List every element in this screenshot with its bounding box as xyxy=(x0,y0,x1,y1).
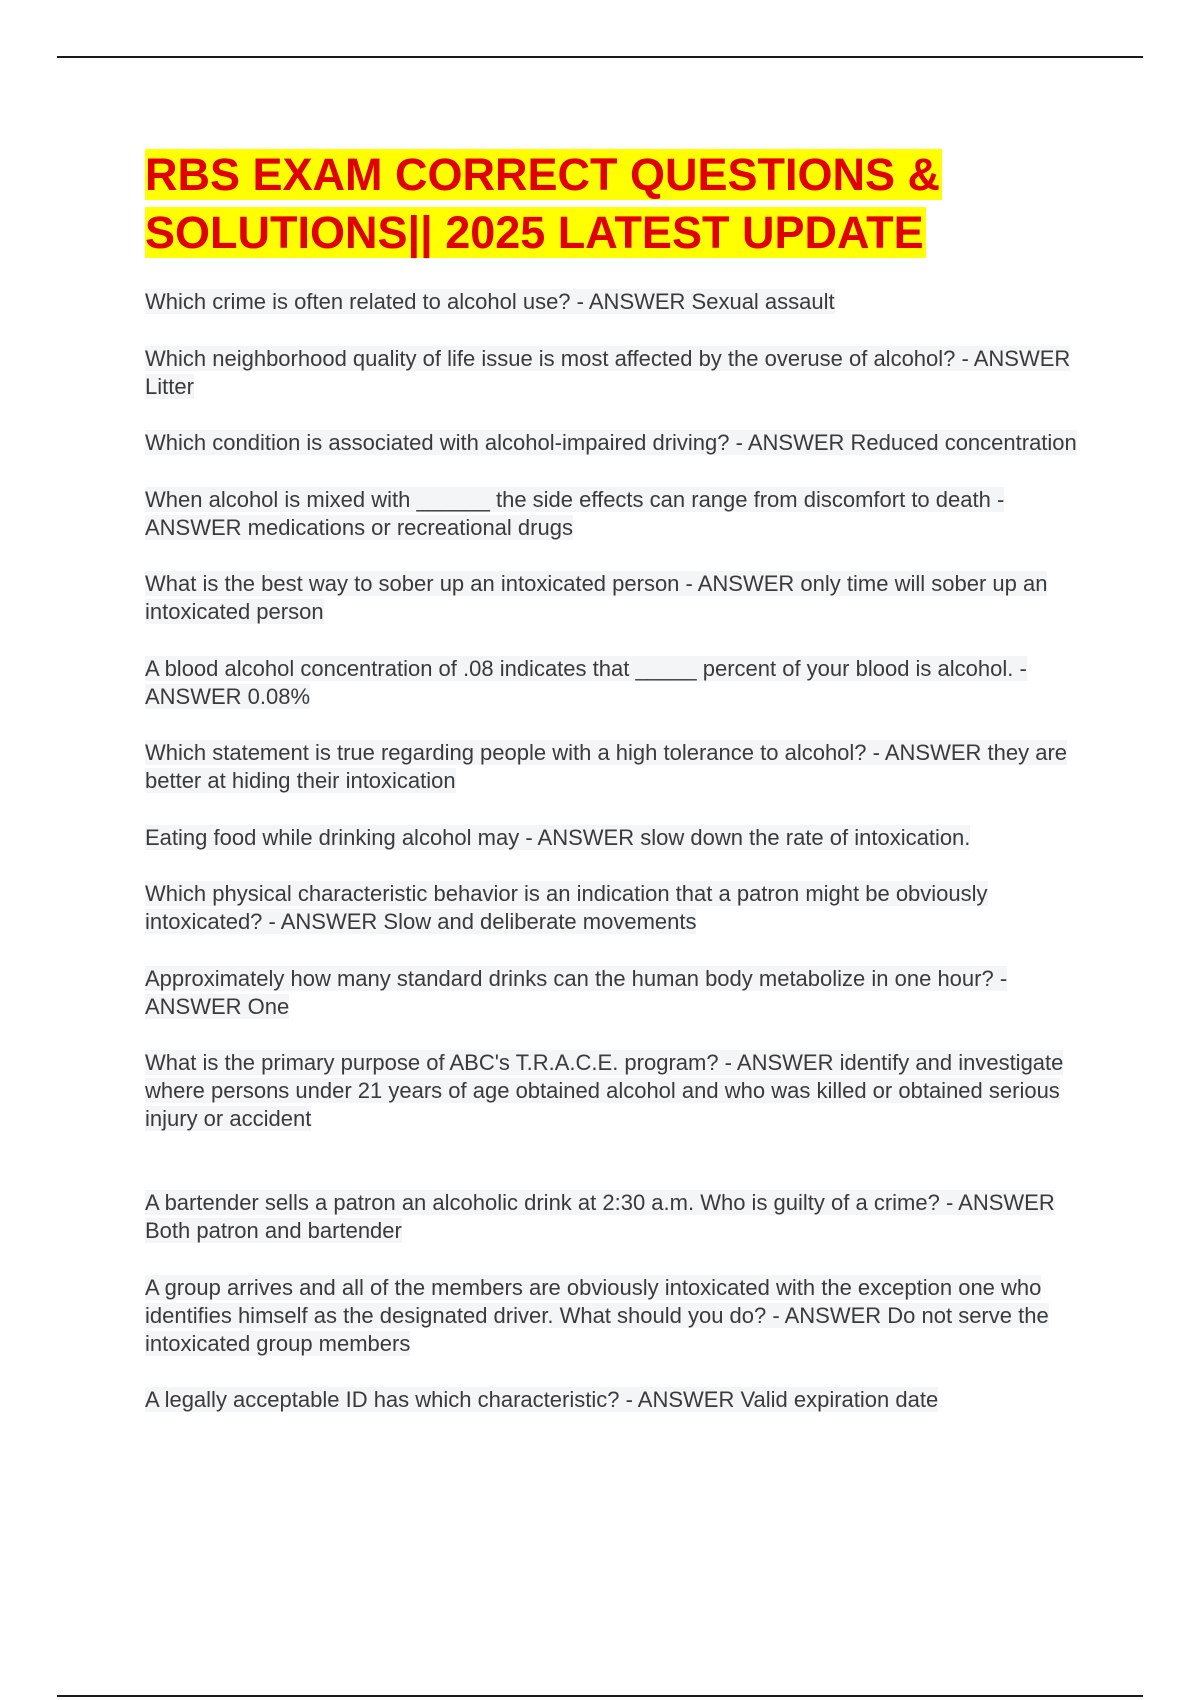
qa-text: Which crime is often related to alcohol use? - ANSWER Sexual assault xyxy=(145,289,835,314)
qa-item xyxy=(145,1049,1095,1133)
footer-rule xyxy=(57,1695,1143,1697)
qa-item xyxy=(145,486,1095,542)
title-line-1: RBS EXAM CORRECT QUESTIONS & xyxy=(145,149,941,200)
qa-text: What is the best way to sober up an intoxicated person - ANSWER only time will sober up an intoxicated person xyxy=(145,571,1048,624)
document-title xyxy=(145,146,1095,262)
qa-item xyxy=(145,570,1095,626)
qa-text: Eating food while drinking alcohol may - ANSWER slow down the rate of intoxication. xyxy=(145,824,971,850)
qa-item xyxy=(145,429,1095,457)
title-line-2: SOLUTIONS|| 2025 LATEST UPDATE xyxy=(145,207,924,258)
qa-item xyxy=(145,1274,1095,1358)
header-rule xyxy=(57,56,1143,58)
qa-item xyxy=(145,739,1095,795)
qa-text: A group arrives and all of the members are obviously intoxicated with the exception one who identifies himself as the designated driver. What should you do? - ANSWER Do not serve the intoxicated group members xyxy=(145,1274,1049,1356)
qa-item xyxy=(145,965,1095,1021)
qa-item xyxy=(145,1386,1095,1414)
qa-item xyxy=(145,1189,1095,1245)
qa-item xyxy=(145,345,1095,401)
qa-text: What is the primary purpose of ABC's T.R.A.C.E. program? - ANSWER identify and investigate where persons under 21 years of age obtained alcohol and who was killed or obtained serious injury or accident xyxy=(145,1050,1064,1131)
qa-text: Which physical characteristic behavior is an indication that a patron might be obviously intoxicated? - ANSWER Slow and deliberate movements xyxy=(145,881,988,934)
qa-text: When alcohol is mixed with ______ the side effects can range from discomfort to death - ANSWER medications or recreational drugs xyxy=(145,486,1005,540)
qa-text: Approximately how many standard drinks can the human body metabolize in one hour? - ANSWER One xyxy=(145,965,1008,1019)
qa-item xyxy=(145,288,1095,316)
qa-list xyxy=(145,288,1095,1414)
qa-item xyxy=(145,880,1095,936)
qa-item xyxy=(145,655,1095,711)
qa-text: A bartender sells a patron an alcoholic drink at 2:30 a.m. Who is guilty of a crime? - ANSWER Both patron and bartender xyxy=(145,1190,1055,1243)
qa-text: Which condition is associated with alcohol-impaired driving? - ANSWER Reduced concentration xyxy=(145,430,1077,455)
qa-text: Which statement is true regarding people with a high tolerance to alcohol? - ANSWER they are better at hiding their intoxication xyxy=(145,740,1068,793)
qa-text: A blood alcohol concentration of .08 indicates that _____ percent of your blood is alcohol. - ANSWER 0.08% xyxy=(145,655,1027,709)
document-body xyxy=(145,146,1095,1443)
qa-item xyxy=(145,824,1095,852)
qa-text: A legally acceptable ID has which characteristic? - ANSWER Valid expiration date xyxy=(145,1387,939,1412)
qa-text: Which neighborhood quality of life issue is most affected by the overuse of alcohol? - ANSWER Litter xyxy=(145,345,1071,399)
